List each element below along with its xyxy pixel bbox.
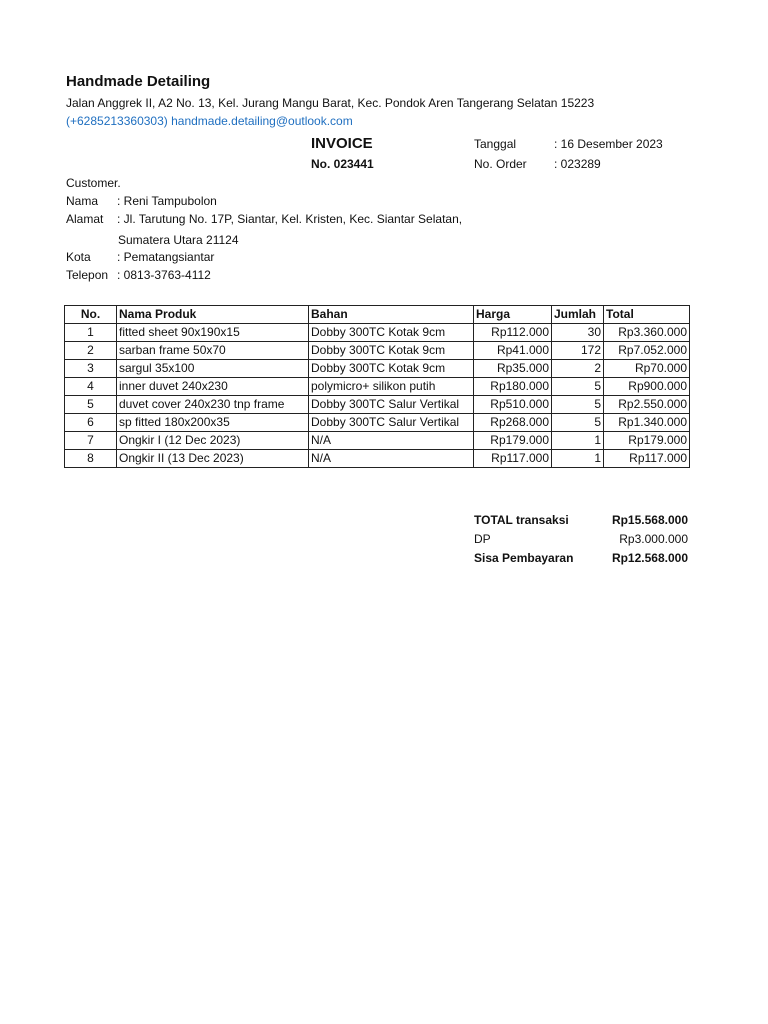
- customer-address-label: Alamat: [66, 212, 104, 226]
- cell-total: Rp3.360.000: [604, 324, 690, 342]
- cell-material: N/A: [309, 450, 474, 468]
- cell-qty: 5: [552, 396, 604, 414]
- customer-heading: Customer.: [66, 176, 121, 190]
- table-row: [65, 324, 690, 342]
- cell-qty: 1: [552, 450, 604, 468]
- cell-price: Rp510.000: [474, 396, 552, 414]
- cell-no: 4: [65, 378, 117, 396]
- cell-no: 1: [65, 324, 117, 342]
- header-price: Harga: [474, 306, 552, 324]
- cell-product: fitted sheet 90x190x15: [117, 324, 309, 342]
- cell-price: Rp41.000: [474, 342, 552, 360]
- table-row: [65, 414, 690, 432]
- cell-no: 6: [65, 414, 117, 432]
- cell-no: 2: [65, 342, 117, 360]
- total-label: TOTAL transaksi: [474, 513, 569, 527]
- customer-city-label: Kota: [66, 250, 91, 264]
- cell-material: N/A: [309, 432, 474, 450]
- customer-address-line1: : Jl. Tarutung No. 17P, Siantar, Kel. Kristen, Kec. Siantar Selatan,: [117, 212, 463, 226]
- customer-phone-value: : 0813-3763-4112: [117, 268, 211, 282]
- cell-material: polymicro+ silikon putih: [309, 378, 474, 396]
- cell-no: 8: [65, 450, 117, 468]
- cell-qty: 1: [552, 432, 604, 450]
- cell-product: sp fitted 180x200x35: [117, 414, 309, 432]
- items-table: [64, 305, 690, 468]
- cell-no: 7: [65, 432, 117, 450]
- remaining-label: Sisa Pembayaran: [474, 551, 574, 565]
- cell-no: 5: [65, 396, 117, 414]
- cell-material: Dobby 300TC Salur Vertikal: [309, 396, 474, 414]
- date-label: Tanggal: [474, 137, 517, 151]
- order-label: No. Order: [474, 157, 527, 171]
- cell-product: sarban frame 50x70: [117, 342, 309, 360]
- cell-total: Rp7.052.000: [604, 342, 690, 360]
- customer-city-value: : Pematangsiantar: [117, 250, 215, 264]
- cell-total: Rp70.000: [604, 360, 690, 378]
- table-row: [65, 378, 690, 396]
- company-contact: (+6285213360303) handmade.detailing@outlook.com: [66, 114, 353, 128]
- company-address: Jalan Anggrek II, A2 No. 13, Kel. Jurang Mangu Barat, Kec. Pondok Aren Tangerang Selatan 15223: [66, 96, 595, 110]
- invoice-title: INVOICE: [311, 135, 373, 152]
- cell-total: Rp179.000: [604, 432, 690, 450]
- cell-qty: 5: [552, 414, 604, 432]
- customer-name-value: : Reni Tampubolon: [117, 194, 217, 208]
- cell-material: Dobby 300TC Kotak 9cm: [309, 360, 474, 378]
- cell-price: Rp179.000: [474, 432, 552, 450]
- customer-address-line2: Sumatera Utara 21124: [118, 233, 239, 247]
- cell-no: 3: [65, 360, 117, 378]
- header-total: Total: [604, 306, 690, 324]
- header-qty: Jumlah: [552, 306, 604, 324]
- header-material: Bahan: [309, 306, 474, 324]
- cell-qty: 5: [552, 378, 604, 396]
- cell-material: Dobby 300TC Kotak 9cm: [309, 342, 474, 360]
- table-row: [65, 396, 690, 414]
- cell-price: Rp112.000: [474, 324, 552, 342]
- invoice-number: No. 023441: [311, 157, 374, 171]
- total-value: Rp15.568.000: [611, 513, 688, 527]
- cell-price: Rp268.000: [474, 414, 552, 432]
- cell-material: Dobby 300TC Salur Vertikal: [309, 414, 474, 432]
- dp-label: DP: [474, 532, 491, 546]
- table-header-row: [65, 306, 690, 324]
- order-value: : 023289: [554, 157, 601, 171]
- cell-price: Rp180.000: [474, 378, 552, 396]
- cell-qty: 2: [552, 360, 604, 378]
- cell-total: Rp900.000: [604, 378, 690, 396]
- cell-total: Rp2.550.000: [604, 396, 690, 414]
- cell-product: Ongkir II (13 Dec 2023): [117, 450, 309, 468]
- cell-product: duvet cover 240x230 tnp frame: [117, 396, 309, 414]
- table-row: [65, 450, 690, 468]
- cell-product: Ongkir I (12 Dec 2023): [117, 432, 309, 450]
- cell-total: Rp117.000: [604, 450, 690, 468]
- header-no: No.: [65, 306, 117, 324]
- customer-phone-label: Telepon: [66, 268, 109, 282]
- table-row: [65, 432, 690, 450]
- table-row: [65, 342, 690, 360]
- cell-price: Rp117.000: [474, 450, 552, 468]
- cell-total: Rp1.340.000: [604, 414, 690, 432]
- dp-value: Rp3.000.000: [619, 532, 688, 546]
- cell-qty: 30: [552, 324, 604, 342]
- header-product: Nama Produk: [117, 306, 309, 324]
- company-name: Handmade Detailing: [66, 73, 211, 90]
- cell-material: Dobby 300TC Kotak 9cm: [309, 324, 474, 342]
- date-value: : 16 Desember 2023: [554, 137, 663, 151]
- cell-qty: 172: [552, 342, 604, 360]
- cell-product: sargul 35x100: [117, 360, 309, 378]
- cell-price: Rp35.000: [474, 360, 552, 378]
- remaining-value: Rp12.568.000: [611, 551, 688, 565]
- cell-product: inner duvet 240x230: [117, 378, 309, 396]
- customer-name-label: Nama: [66, 194, 99, 208]
- table-row: [65, 360, 690, 378]
